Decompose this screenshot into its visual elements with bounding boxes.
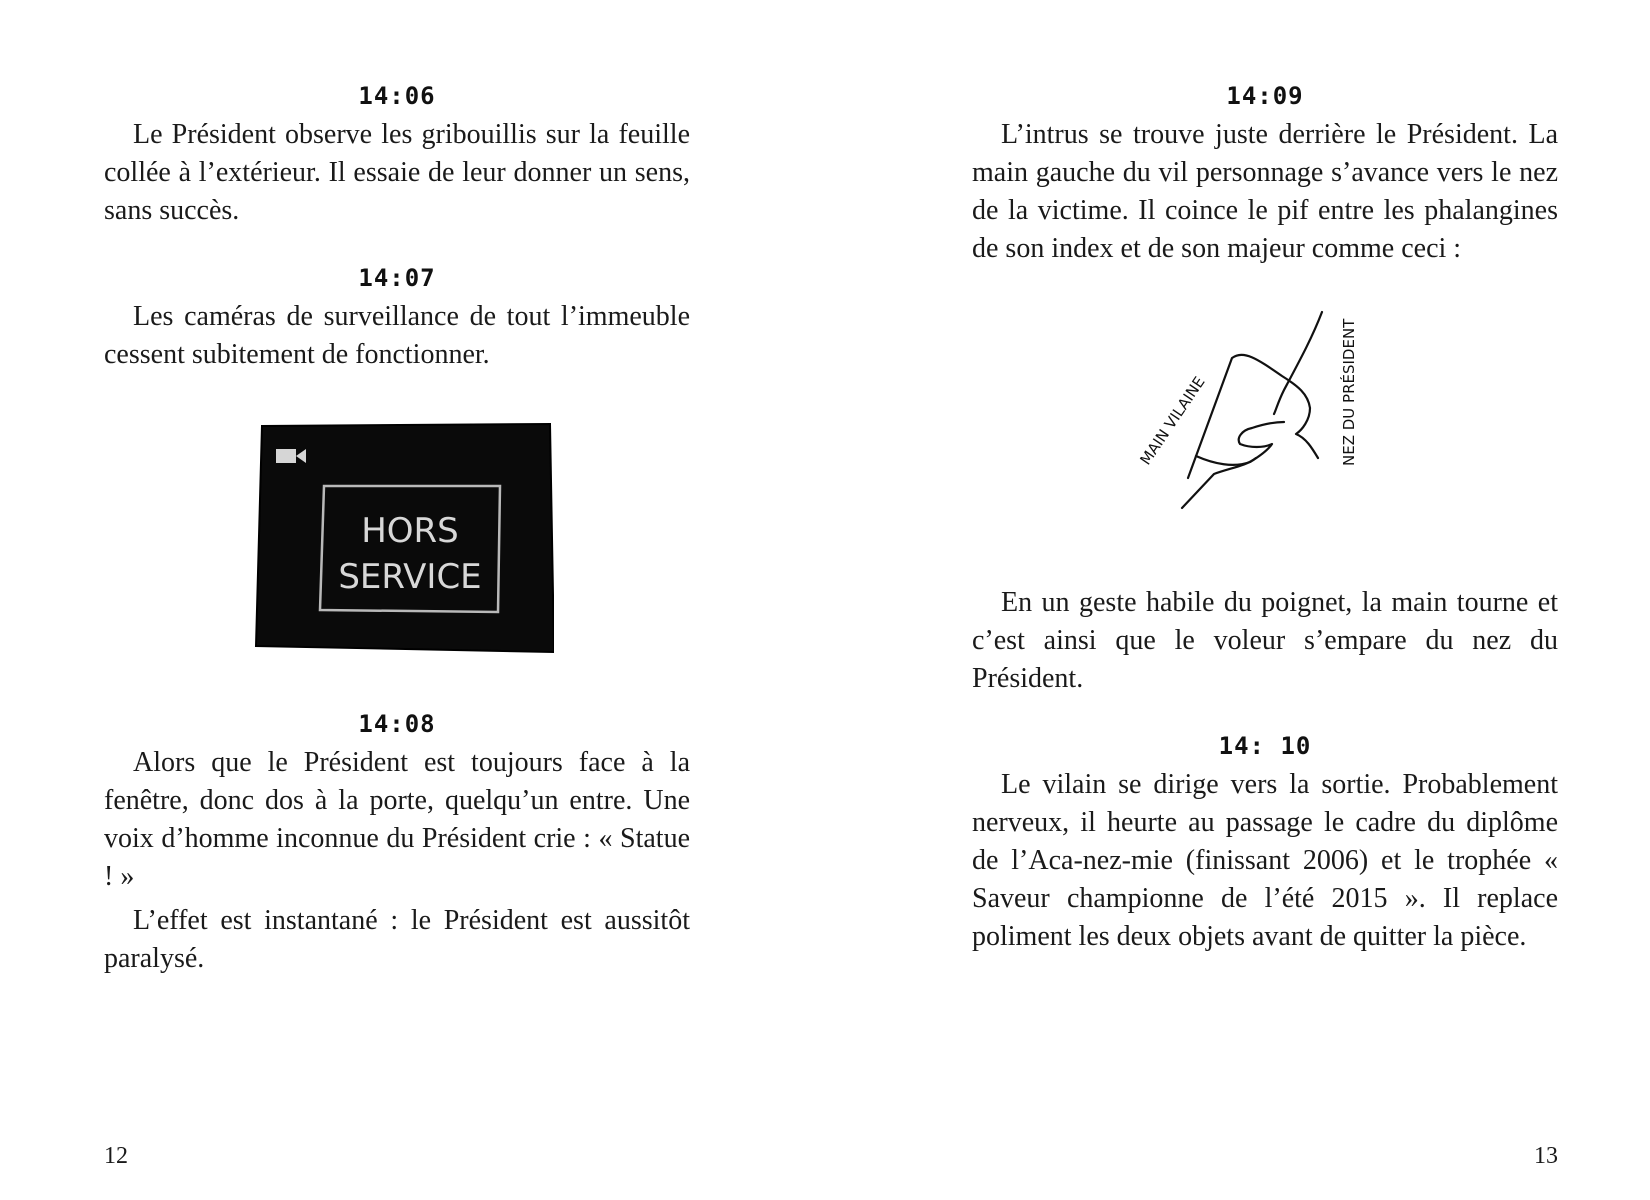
timestamp: 14: 10	[1218, 732, 1312, 760]
hand-grabbing-nose-drawing	[1122, 298, 1422, 538]
hand-nose-illustration	[972, 298, 1558, 548]
out-of-service-line1: HORS	[361, 511, 459, 551]
page-number: 13	[1534, 1143, 1558, 1169]
timestamp: 14:06	[358, 82, 436, 110]
camera-out-of-service-illustration	[104, 416, 690, 666]
nose-outline	[1274, 312, 1322, 414]
paragraph: L’effet est instantané : le Président est aussitôt paralysé.	[104, 905, 690, 974]
hand-label: MAIN VILAINE	[1136, 373, 1209, 469]
paragraph: Le vilain se dirige vers la sortie. Probablement nerveux, il heurte au passage le cadre du diplôme de l’Aca-nez-mie (finissant 2006) et le trophée « Saveur championne de l’été 2015 ». Il replace poliment les deux objets avant de quitter la pièce.	[972, 769, 1558, 952]
camera-screen-drawing	[254, 416, 554, 656]
timestamp: 14:08	[358, 710, 436, 738]
timestamp: 14:09	[1226, 82, 1304, 110]
paragraph: Le Président observe les gribouillis sur la feuille collée à l’extérieur. Il essaie de leur donner un sens, sans succès.	[104, 119, 690, 226]
left-text-column	[104, 84, 690, 978]
paragraph: En un geste habile du poignet, la main tourne et c’est ainsi que le voleur s’empare du nez du Président.	[972, 587, 1558, 694]
out-of-service-line2: SERVICE	[338, 557, 482, 597]
page-number: 12	[104, 1143, 128, 1169]
finger-outline	[1196, 422, 1284, 465]
timestamp: 14:07	[358, 264, 436, 292]
right-page	[825, 0, 1650, 1200]
paragraph: Alors que le Président est toujours face à la fenêtre, donc dos à la porte, quelqu’un entre. Une voix d’homme inconnue du Président crie : « Statue ! »	[104, 747, 690, 892]
paragraph: Les caméras de surveillance de tout l’immeuble cessent subitement de fonctionner.	[104, 301, 690, 370]
nose-label: NEZ DU PRÉSIDENT	[1340, 318, 1358, 466]
right-text-column	[972, 84, 1558, 956]
paragraph: L’intrus se trouve juste derrière le Président. La main gauche du vil personnage s’avance vers le nez de la victime. Il coince le pif entre les phalangines de son index et de son majeur comme ceci :	[972, 119, 1558, 264]
